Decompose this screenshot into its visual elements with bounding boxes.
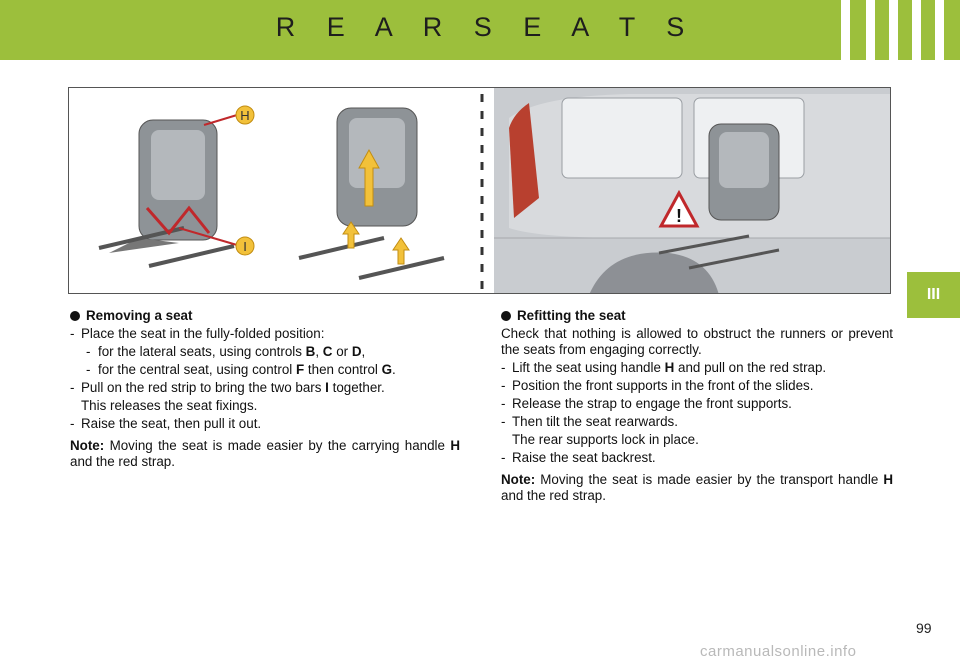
list-item: - Position the front supports in the front of the slides. bbox=[501, 378, 814, 393]
header-stripe bbox=[912, 0, 921, 60]
seat-illustration-svg bbox=[69, 88, 891, 294]
arrow-up-icon bbox=[393, 238, 409, 264]
list-item-continuation: This releases the seat fixings. bbox=[81, 398, 258, 413]
removing-seat-section bbox=[70, 308, 460, 470]
seat-drawing-1 bbox=[99, 106, 254, 266]
svg-text:!: ! bbox=[676, 206, 682, 226]
list-subitem: - for the central seat, using control F then control G. bbox=[86, 362, 396, 377]
seat-illustration bbox=[68, 87, 891, 294]
intro-paragraph: Check that nothing is allowed to obstruct the runners or prevent the seats from engaging correctly. bbox=[501, 326, 893, 357]
bullet-icon bbox=[70, 311, 80, 321]
refitting-seat-section bbox=[501, 308, 893, 504]
list-item: - Release the strap to engage the front supports. bbox=[501, 396, 792, 411]
header-stripe bbox=[841, 0, 850, 60]
list-item: - Then tilt the seat rearwards. bbox=[501, 414, 678, 429]
list-item: - Raise the seat backrest. bbox=[501, 450, 656, 465]
list-subitem: - for the lateral seats, using controls B, C or D, bbox=[86, 344, 366, 359]
note-paragraph: Note: Moving the seat is made easier by the transport handle H and the red strap. bbox=[501, 472, 893, 503]
page-title: R E A R S E A T S bbox=[275, 12, 697, 42]
page-number: 99 bbox=[916, 620, 932, 636]
list-item-continuation: The rear supports lock in place. bbox=[512, 432, 699, 447]
list-item: - Place the seat in the fully-folded position: bbox=[70, 326, 325, 341]
header-stripe bbox=[866, 0, 875, 60]
note-paragraph: Note: Moving the seat is made easier by the carrying handle H and the red strap. bbox=[70, 438, 460, 469]
header-stripe bbox=[889, 0, 898, 60]
car-window bbox=[562, 98, 682, 178]
list-item: - Pull on the red strip to bring the two bars I together. bbox=[70, 380, 385, 395]
page-header bbox=[0, 0, 960, 60]
watermark: carmanualsonline.info bbox=[700, 643, 857, 660]
label-i: I bbox=[243, 239, 247, 254]
list-item: - Raise the seat, then pull it out. bbox=[70, 416, 262, 431]
section-heading: Removing a seat bbox=[70, 308, 460, 324]
chapter-tab: III bbox=[907, 272, 960, 318]
list-item: - Lift the seat using handle H and pull on the red strap. bbox=[501, 360, 827, 375]
label-h: H bbox=[240, 108, 250, 123]
seat-drawing-2 bbox=[299, 108, 444, 278]
section-heading: Refitting the seat bbox=[501, 308, 893, 324]
header-stripe bbox=[935, 0, 944, 60]
bullet-icon bbox=[501, 311, 511, 321]
